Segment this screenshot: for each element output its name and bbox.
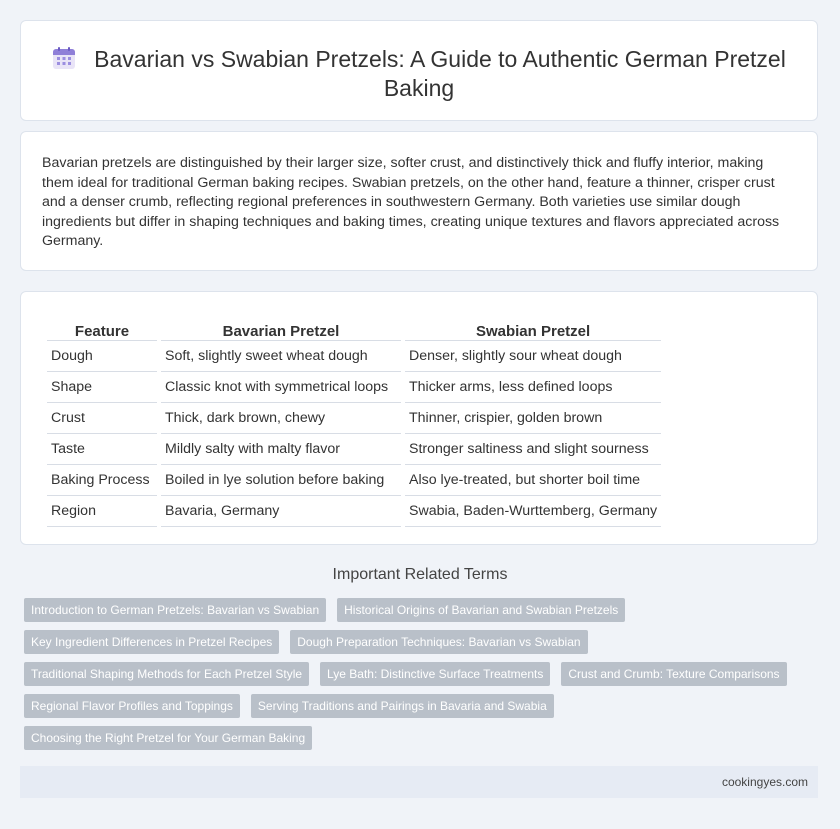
bavarian-cell: Soft, slightly sweet wheat dough (161, 341, 401, 372)
related-term-tag[interactable]: Crust and Crumb: Texture Comparisons (561, 662, 786, 686)
swabian-cell: Also lye-treated, but shorter boil time (405, 465, 661, 496)
bavarian-cell: Boiled in lye solution before baking (161, 465, 401, 496)
footer (20, 766, 818, 798)
table-row (47, 465, 661, 496)
table-row (47, 341, 661, 372)
related-term-tag[interactable]: Serving Traditions and Pairings in Bavaria and Swabia (251, 694, 554, 718)
feature-cell: Crust (47, 403, 157, 434)
bavarian-cell: Bavaria, Germany (161, 496, 401, 527)
feature-cell: Taste (47, 434, 157, 465)
feature-cell: Baking Process (47, 465, 157, 496)
related-term-tag[interactable]: Traditional Shaping Methods for Each Pretzel Style (24, 662, 309, 686)
calendar-icon (52, 46, 76, 70)
feature-cell: Dough (47, 341, 157, 372)
feature-cell: Shape (47, 372, 157, 403)
table-row (47, 372, 661, 403)
table-row (47, 434, 661, 465)
title-card (20, 20, 818, 121)
related-term-tag[interactable]: Historical Origins of Bavarian and Swabian Pretzels (337, 598, 625, 622)
comparison-table (43, 314, 665, 527)
swabian-cell: Thinner, crispier, golden brown (405, 403, 661, 434)
bavarian-cell: Thick, dark brown, chewy (161, 403, 401, 434)
related-terms-list (24, 598, 804, 758)
page-title-wrap (21, 45, 817, 103)
related-term-tag[interactable]: Lye Bath: Distinctive Surface Treatments (320, 662, 550, 686)
bavarian-cell: Classic knot with symmetrical loops (161, 372, 401, 403)
related-term-tag[interactable]: Introduction to German Pretzels: Bavarian vs Swabian (24, 598, 326, 622)
header-swabian: Swabian Pretzel (405, 314, 661, 341)
related-term-tag[interactable]: Regional Flavor Profiles and Toppings (24, 694, 240, 718)
related-terms-heading: Important Related Terms (332, 566, 508, 583)
related-term-tag[interactable]: Choosing the Right Pretzel for Your German Baking (24, 726, 312, 750)
related-term-tag[interactable]: Dough Preparation Techniques: Bavarian vs Swabian (290, 630, 587, 654)
swabian-cell: Swabia, Baden-Wurttemberg, Germany (405, 496, 661, 527)
related-term-tag[interactable]: Key Ingredient Differences in Pretzel Recipes (24, 630, 279, 654)
swabian-cell: Denser, slightly sour wheat dough (405, 341, 661, 372)
table-header-row (47, 314, 661, 341)
intro-card (20, 131, 818, 271)
table-row (47, 496, 661, 527)
header-bavarian: Bavarian Pretzel (161, 314, 401, 341)
footer-site-link[interactable]: cookingyes.com (721, 775, 808, 789)
feature-cell: Region (47, 496, 157, 527)
bavarian-cell: Mildly salty with malty flavor (161, 434, 401, 465)
header-feature: Feature (47, 314, 157, 341)
page-title: Bavarian vs Swabian Pretzels: A Guide to Authentic German Pretzel Baking (94, 46, 786, 101)
swabian-cell: Thicker arms, less defined loops (405, 372, 661, 403)
swabian-cell: Stronger saltiness and slight sourness (405, 434, 661, 465)
comparison-card (20, 291, 818, 545)
table-row (47, 403, 661, 434)
intro-paragraph: Bavarian pretzels are distinguished by their larger size, softer crust, and distinctively thick and fluffy interior, making them ideal for traditional German baking recipes. Swabian pretzels, on the other hand, feature a thinner, crisper crust and a denser crumb, reflecting regional preferences in southwestern Germany. Both varieties use similar dough ingredients but differ in shaping techniques and baking times, creating unique textures and flavors appreciated across Germany. (42, 155, 780, 249)
